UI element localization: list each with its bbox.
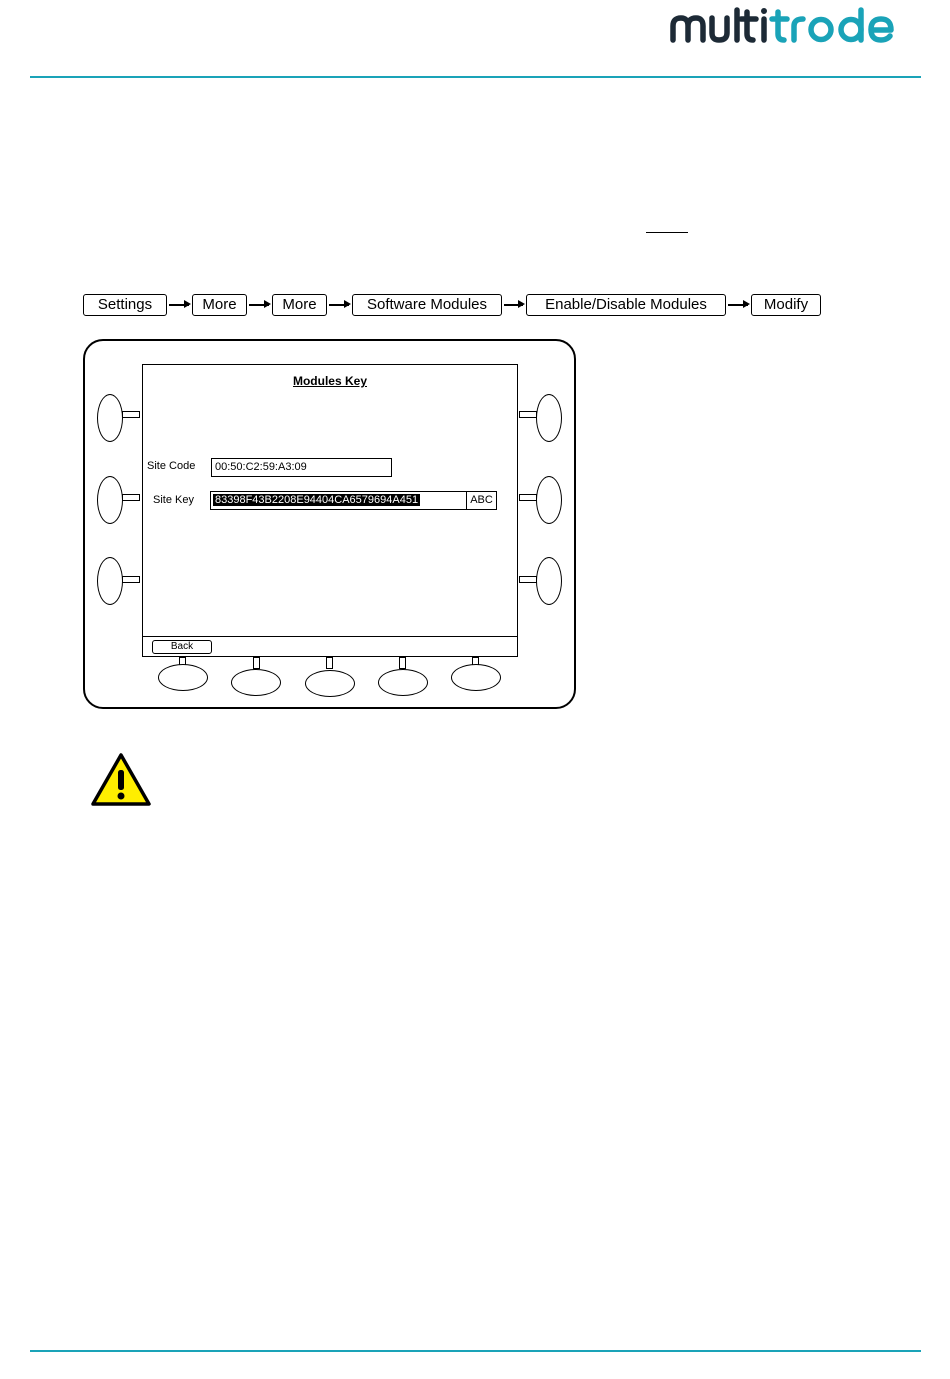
warning-triangle-icon [90,752,152,807]
back-button[interactable]: Back [152,640,212,654]
site-code-label: Site Code [147,460,196,472]
arrow-icon [169,304,189,306]
left-button-3-stem [122,576,140,583]
bottom-soft-button-3[interactable] [305,670,355,697]
site-code-value: 00:50:C2:59:A3:09 [215,461,307,473]
footer-rule [30,1350,921,1352]
bottom-button-3-stem [326,657,333,669]
bottom-soft-button-4[interactable] [378,669,428,696]
crumb-more-1: More [192,294,247,316]
site-key-input[interactable] [210,491,467,510]
crumb-software-modules: Software Modules [352,294,502,316]
right-soft-button-1[interactable] [536,394,562,442]
left-soft-button-1[interactable] [97,394,123,442]
device-screen [142,364,518,657]
left-soft-button-2[interactable] [97,476,123,524]
crumb-more-2: More [272,294,327,316]
right-soft-button-3[interactable] [536,557,562,605]
bottom-button-4-stem [399,657,406,669]
right-button-2-stem [519,494,537,501]
right-soft-button-2[interactable] [536,476,562,524]
site-key-label: Site Key [153,494,194,506]
bottom-button-2-stem [253,657,260,669]
softkey-bar [143,636,517,637]
screen-title: Modules Key [292,374,367,388]
right-button-3-stem [519,576,537,583]
site-code-field [211,458,392,477]
crumb-modify: Modify [751,294,821,316]
crumb-settings: Settings [83,294,167,316]
site-key-value: 83398F43B2208E94404CA6579694A451 [215,494,419,506]
multitrode-logo [668,6,898,52]
arrow-icon [329,304,349,306]
crumb-enable-disable-modules: Enable/Disable Modules [526,294,726,316]
left-button-2-stem [122,494,140,501]
input-mode-indicator: ABC [466,491,497,510]
bottom-soft-button-2[interactable] [231,669,281,696]
text-underline [646,232,688,233]
bottom-soft-button-5[interactable] [451,664,501,691]
right-button-1-stem [519,411,537,418]
arrow-icon [728,304,748,306]
left-button-1-stem [122,411,140,418]
arrow-icon [504,304,523,306]
bottom-soft-button-1[interactable] [158,664,208,691]
arrow-icon [249,304,269,306]
left-soft-button-3[interactable] [97,557,123,605]
header-rule [30,76,921,78]
